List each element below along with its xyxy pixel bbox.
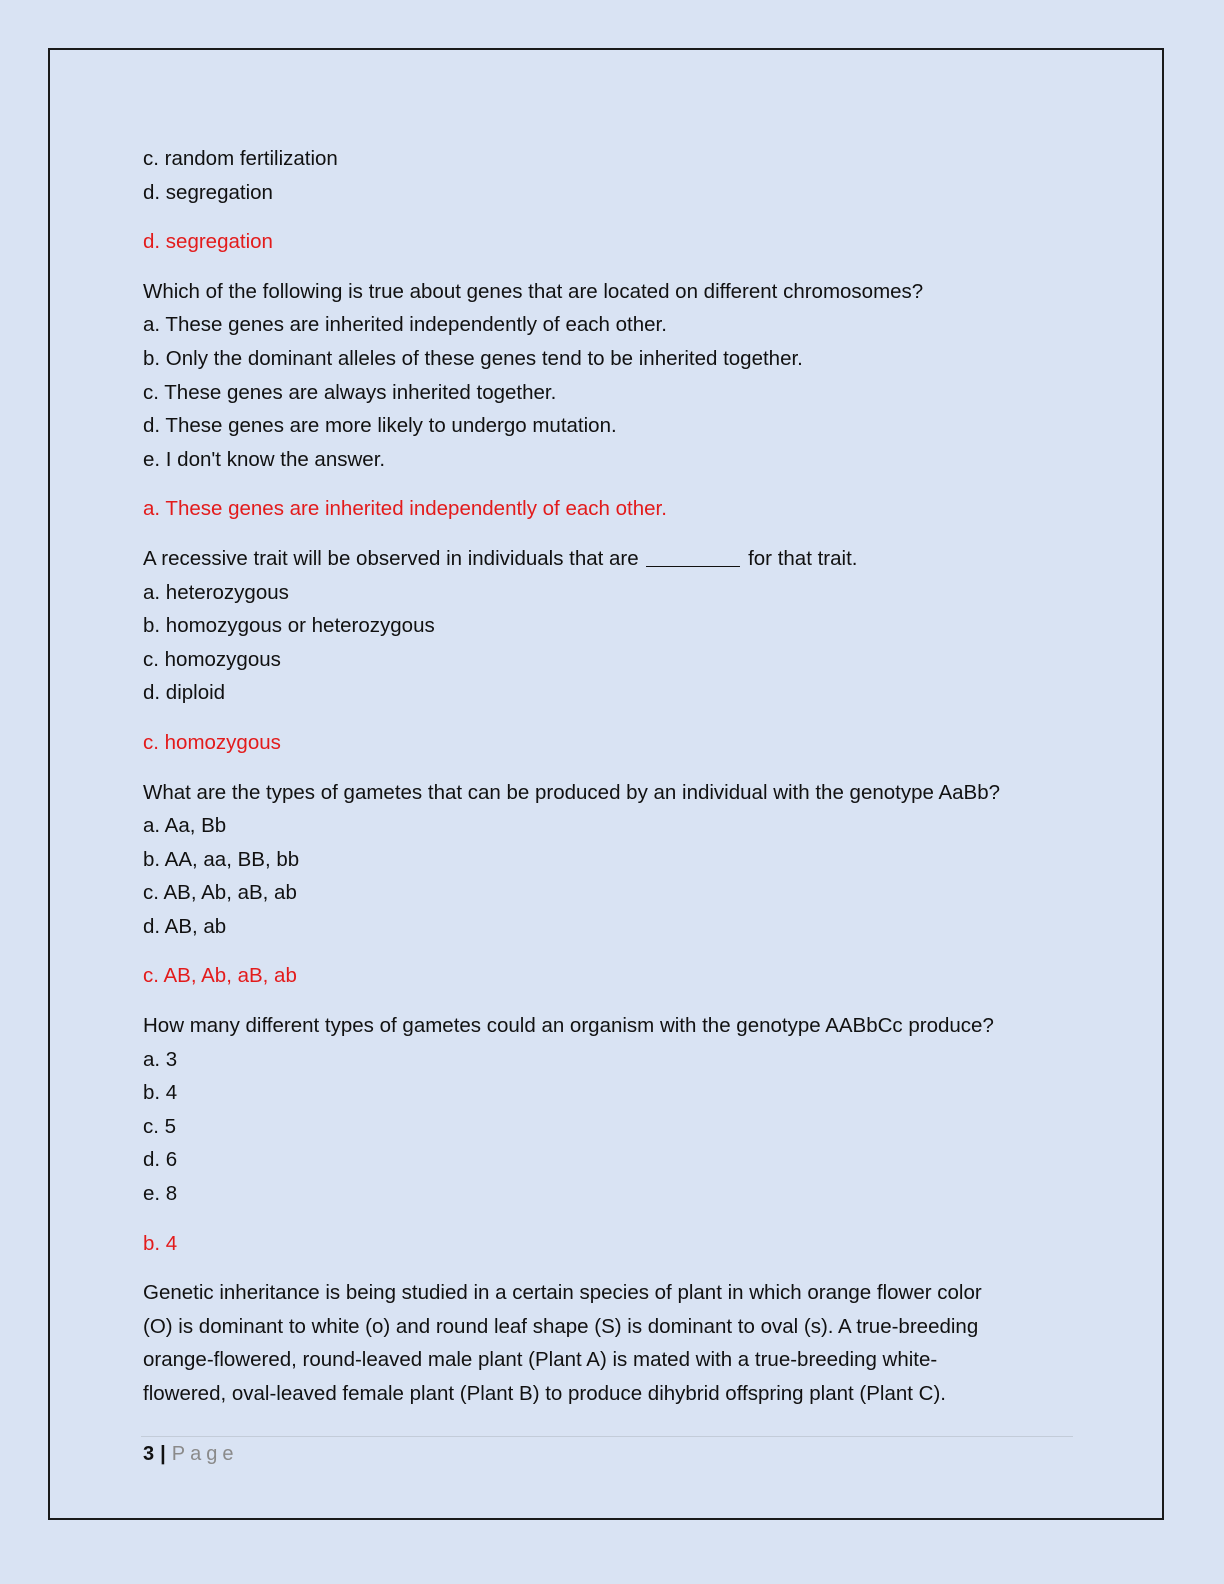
option-b: b. homozygous or heterozygous	[143, 614, 435, 638]
option-c: c. AB, Ab, aB, ab	[143, 881, 297, 905]
option-d: d. diploid	[143, 681, 226, 705]
paragraph-line: (O) is dominant to white (o) and round leaf shape (S) is dominant to oval (s). A true-breeding	[143, 1314, 979, 1338]
option-c: c. 5	[143, 1114, 177, 1138]
question-text	[143, 542, 1083, 576]
option-a: a. These genes are inherited independently of each other.	[143, 313, 667, 337]
document-body	[143, 142, 1083, 1411]
answer-text: b. 4	[143, 1231, 178, 1255]
option-e: e. I don't know the answer.	[143, 447, 386, 471]
option-d: d. These genes are more likely to undergo mutation.	[143, 414, 617, 438]
answer-text: d. segregation	[143, 230, 273, 254]
question-text-after: for that trait.	[748, 546, 858, 570]
page-number: 3	[143, 1443, 155, 1465]
question-text: Which of the following is true about genes that are located on different chromosomes?	[143, 279, 924, 303]
option-d: d. 6	[143, 1148, 178, 1172]
page-footer	[143, 1440, 238, 1468]
fill-in-blank	[646, 544, 740, 567]
option-b: b. 4	[143, 1081, 178, 1105]
option-c: c. These genes are always inherited together.	[143, 380, 557, 404]
answer-text: a. These genes are inherited independently of each other.	[143, 497, 667, 521]
option-d: d. segregation	[143, 180, 273, 204]
option-e: e. 8	[143, 1182, 178, 1206]
paragraph-line: Genetic inheritance is being studied in a certain species of plant in which orange flower color	[143, 1281, 982, 1305]
answer-text: c. homozygous	[143, 730, 281, 754]
option-c: c. random fertilization	[143, 147, 338, 170]
answer-text: c. AB, Ab, aB, ab	[143, 964, 297, 988]
question-text: What are the types of gametes that can be produced by an individual with the genotype AaBb?	[143, 780, 1001, 804]
question-text: How many different types of gametes could an organism with the genotype AABbCc produce?	[143, 1014, 994, 1038]
option-b: b. AA, aa, BB, bb	[143, 847, 300, 871]
footer-separator: |	[160, 1443, 166, 1465]
option-a: a. heterozygous	[143, 580, 289, 604]
page-label: Page	[171, 1443, 239, 1465]
option-d: d. AB, ab	[143, 914, 227, 938]
option-a: a. Aa, Bb	[143, 814, 227, 838]
option-a: a. 3	[143, 1047, 178, 1071]
paragraph-line: flowered, oval-leaved female plant (Plant B) to produce dihybrid offspring plant (Plant C).	[143, 1382, 946, 1405]
option-b: b. Only the dominant alleles of these genes tend to be inherited together.	[143, 346, 803, 370]
paragraph-line: orange-flowered, round-leaved male plant (Plant A) is mated with a true-breeding white-	[143, 1348, 938, 1372]
question-text-before: A recessive trait will be observed in individuals that are	[143, 546, 639, 570]
option-c: c. homozygous	[143, 647, 281, 671]
footer-divider	[141, 1436, 1073, 1437]
